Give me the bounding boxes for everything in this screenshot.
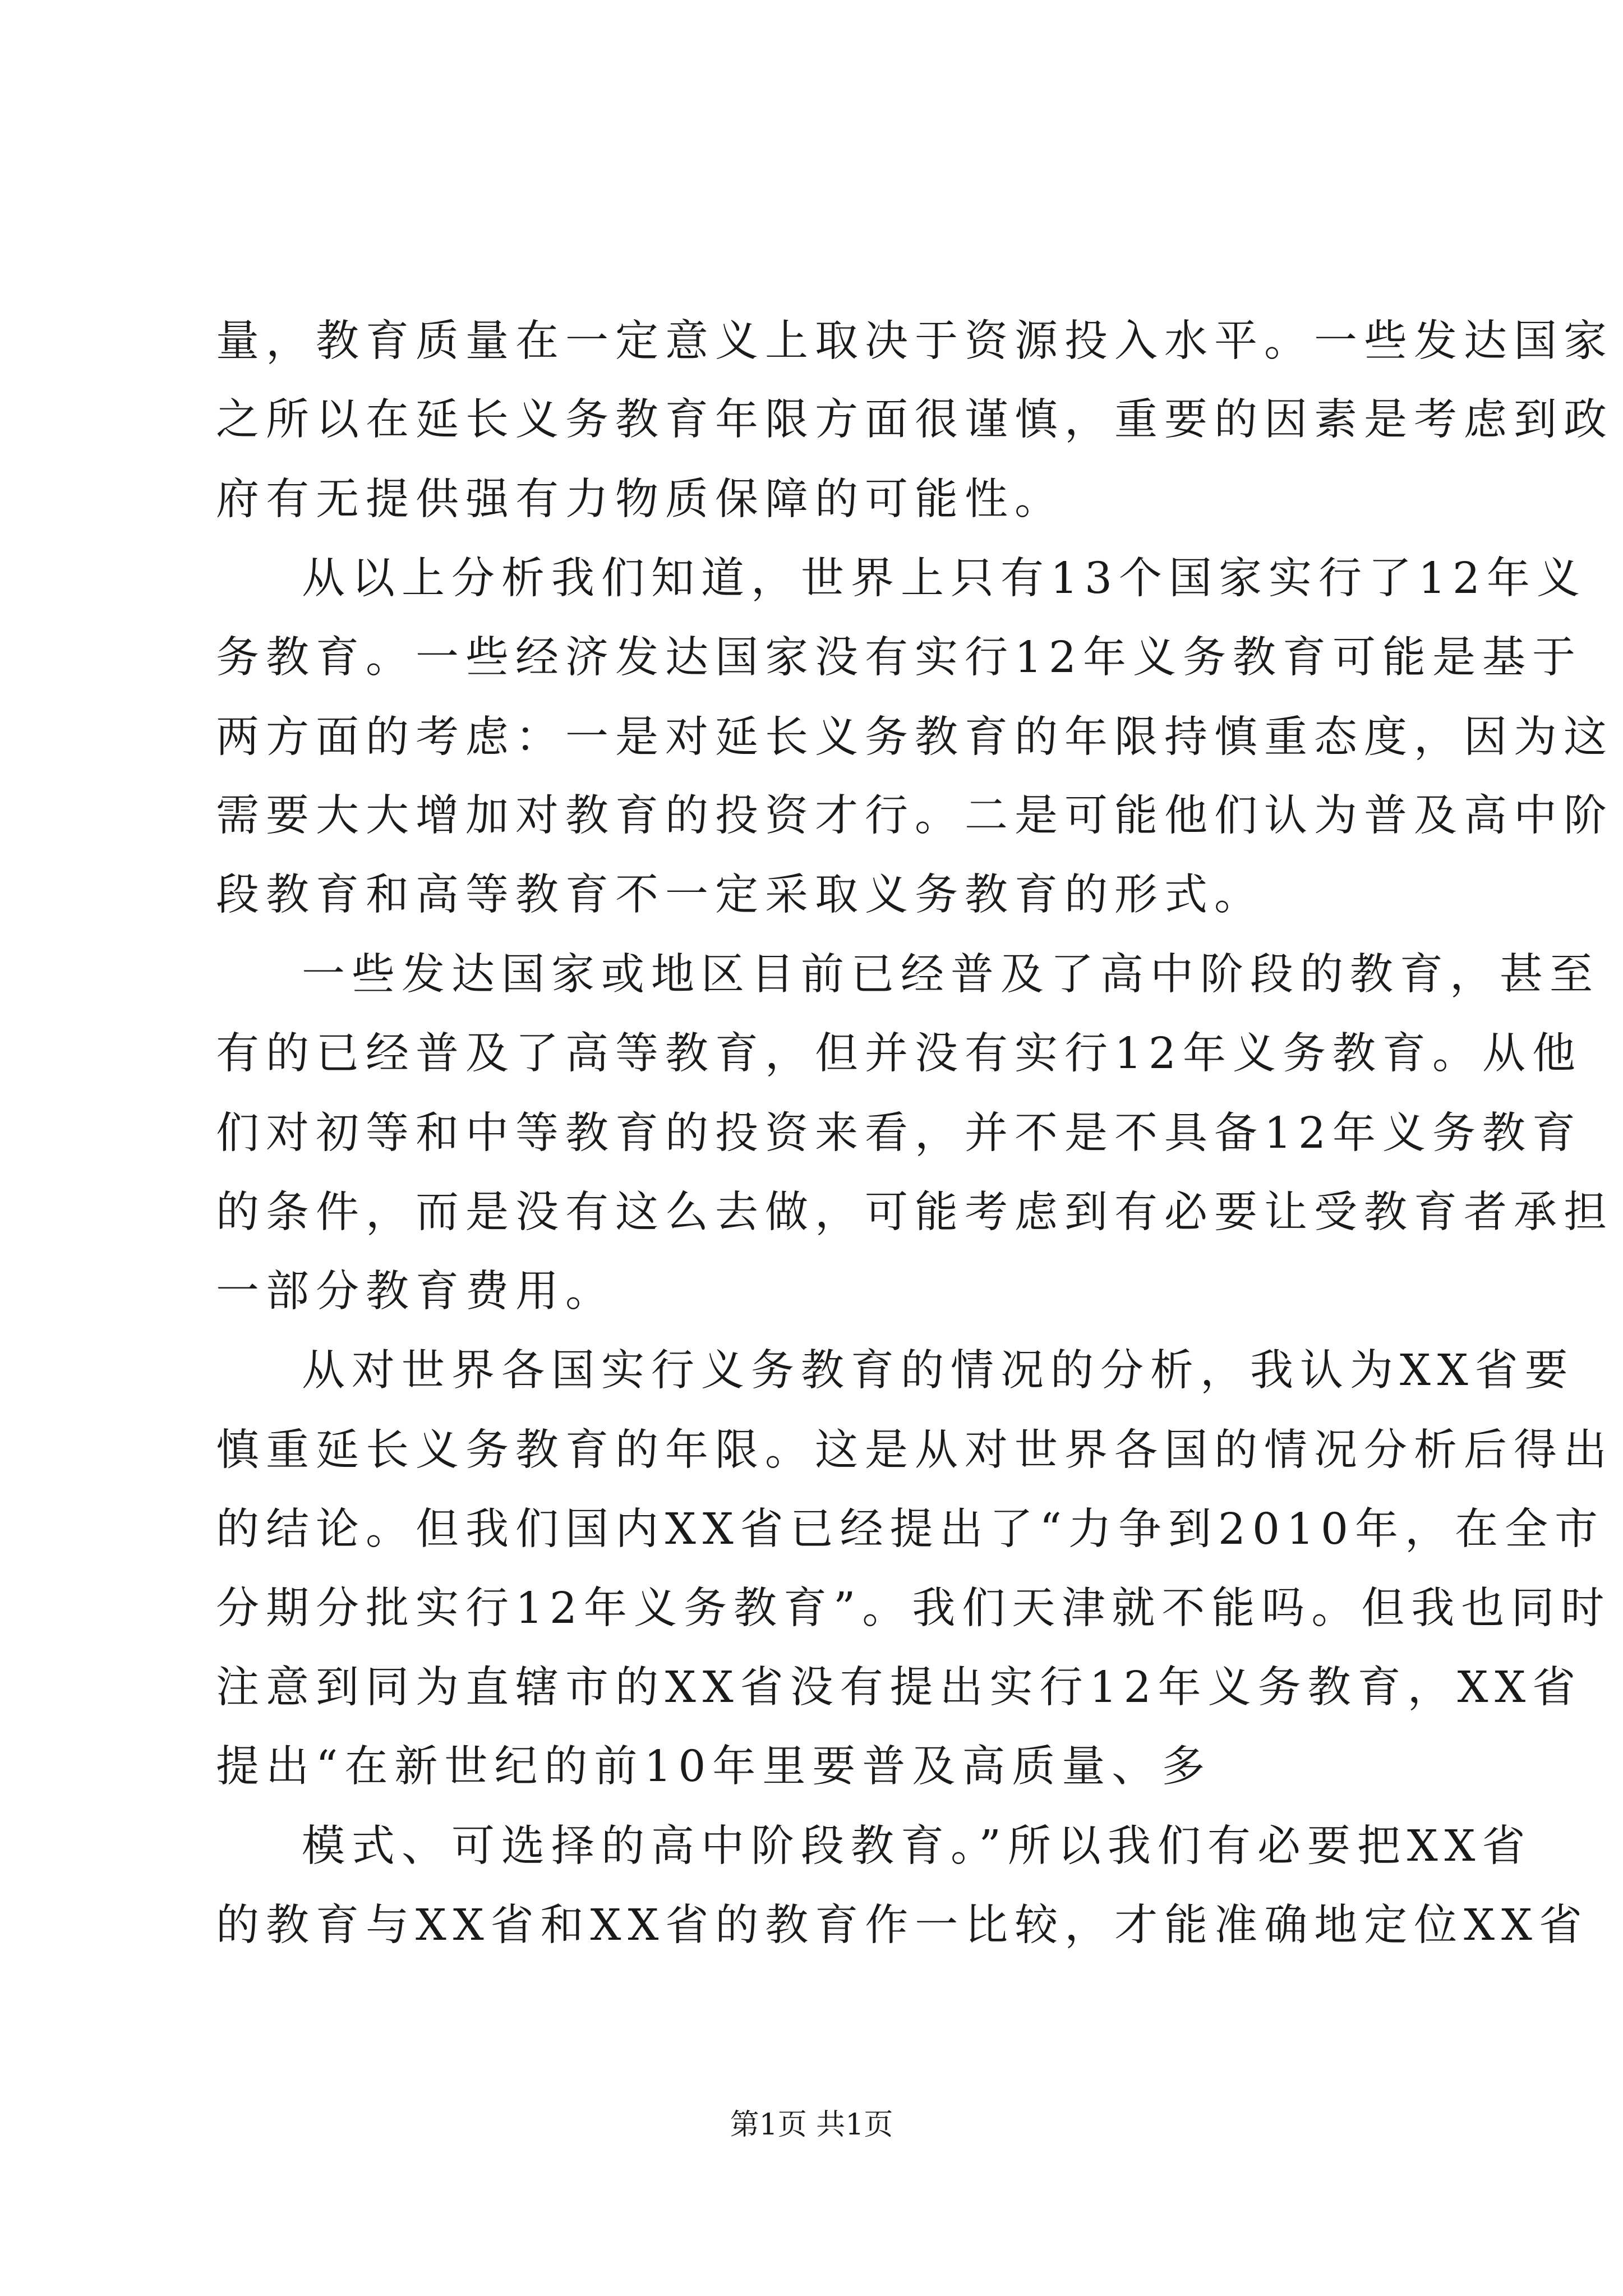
body-line-9: 一些发达国家或地区目前已经普及了高中阶段的教育，甚至 <box>302 950 1599 1000</box>
body-line-10: 有的已经普及了高等教育，但并没有实行12年义务教育。从他 <box>216 1029 1582 1079</box>
body-line-21: 的教育与XX省和XX省的教育作一比较，才能准确地定位XX省 <box>216 1901 1589 1950</box>
body-line-16: 的结论。但我们国内XX省已经提出了“力争到2010年，在全市 <box>216 1504 1604 1554</box>
body-line-17: 分期分批实行12年义务教育”。我们天津就不能吗。但我也同时 <box>216 1584 1611 1634</box>
body-line-18: 注意到同为直辖市的XX省没有提出实行12年义务教育，XX省 <box>216 1663 1583 1713</box>
body-line-4: 从以上分析我们知道，世界上只有13个国家实行了12年义 <box>302 554 1587 604</box>
body-line-15: 慎重延长义务教育的年限。这是从对世界各国的情况分析后得出 <box>216 1425 1613 1475</box>
body-line-3: 府有无提供强有力物质保障的可能性。 <box>216 475 1064 524</box>
body-line-12: 的条件，而是没有这么去做，可能考虑到有必要让受教育者承担 <box>216 1188 1613 1237</box>
body-line-13: 一部分教育费用。 <box>216 1267 615 1317</box>
body-line-19: 提出“在新世纪的前10年里要普及高质量、多 <box>216 1742 1212 1792</box>
body-line-6: 两方面的考虑：一是对延长义务教育的年限持慎重态度，因为这 <box>216 712 1613 762</box>
body-line-5: 务教育。一些经济发达国家没有实行12年义务教育可能是基于 <box>216 633 1582 683</box>
body-line-1: 量，教育质量在一定意义上取决于资源投入水平。一些发达国家 <box>216 316 1613 366</box>
body-line-14: 从对世界各国实行义务教育的情况的分析，我认为XX省要 <box>302 1346 1575 1396</box>
body-line-2: 之所以在延长义务教育年限方面很谨慎，重要的因素是考虑到政 <box>216 395 1613 445</box>
body-line-20: 模式、可选择的高中阶段教育。”所以我们有必要把XX省 <box>302 1821 1532 1871</box>
body-line-11: 们对初等和中等教育的投资来看，并不是不具备12年义务教育 <box>216 1108 1582 1158</box>
body-line-8: 段教育和高等教育不一定采取义务教育的形式。 <box>216 870 1264 920</box>
page-footer: 第1页 共1页 <box>730 2108 893 2142</box>
body-line-7: 需要大大增加对教育的投资才行。二是可能他们认为普及高中阶 <box>216 791 1613 841</box>
